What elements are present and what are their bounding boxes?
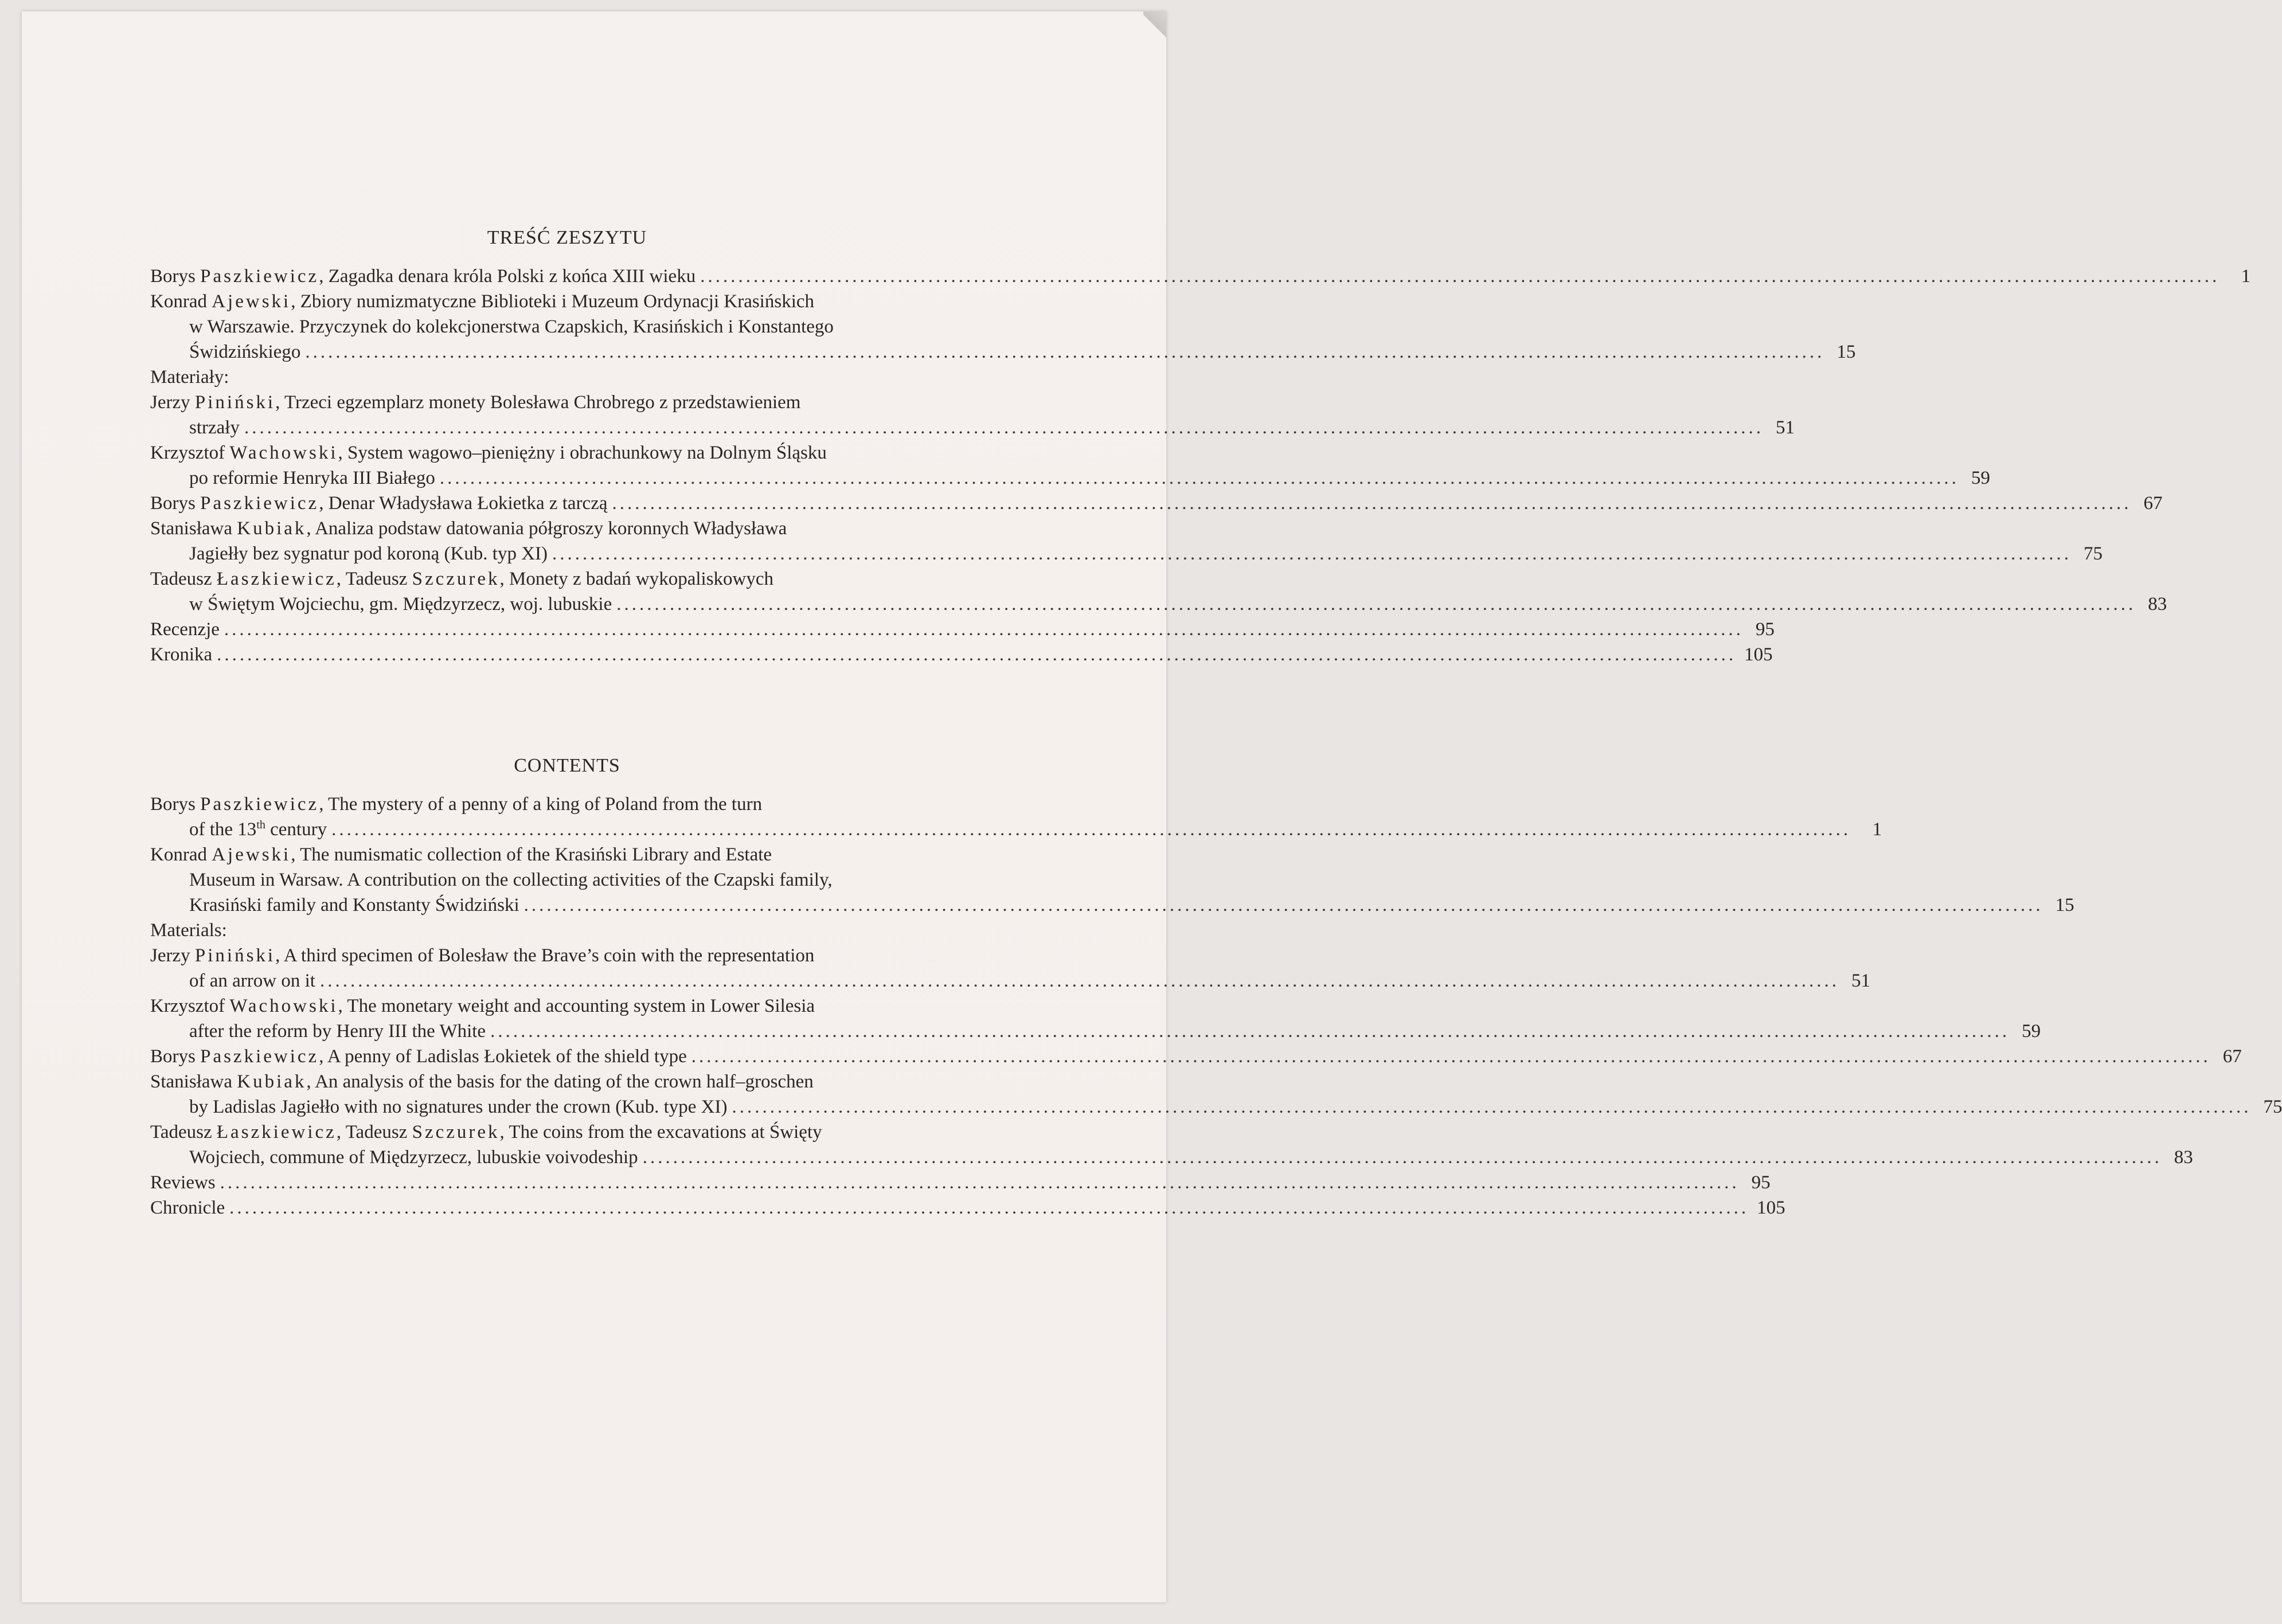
author-name: Szczurek bbox=[412, 1122, 500, 1142]
toc-entry-continuation: Jagiełły bez sygnatur pod koroną (Kub. typ XI) ........................................................................................................................................................................................................ 75 bbox=[150, 541, 984, 566]
toc-english-heading: CONTENTS bbox=[514, 755, 620, 776]
author-name: Kubiak bbox=[237, 1071, 307, 1092]
author-name: Piniński bbox=[194, 945, 276, 966]
page-number: 83 bbox=[2174, 1147, 2193, 1168]
page-number: 75 bbox=[2263, 1097, 2282, 1117]
toc-entry: Jerzy Piniński, Trzeci egzemplarz monety Bolesława Chrobrego z przedstawieniem bbox=[150, 392, 801, 413]
leader-dots: ........................................................................................................................................................................................................ bbox=[305, 342, 1825, 362]
toc-entry-continuation: Krasiński family and Konstanty Świdziński ........................................................................................................................................................................................................ 15 bbox=[150, 893, 984, 918]
page-number: 51 bbox=[1775, 417, 1795, 438]
toc-entry: Krzysztof Wachowski, System wagowo–pieniężny i obrachunkowy na Dolnym Śląsku bbox=[150, 443, 827, 463]
toc-entry-continuation: after the reform by Henry III the White ........................................................................................................................................................................................................ 59 bbox=[150, 1019, 984, 1044]
page-number: 15 bbox=[2055, 895, 2074, 915]
page-number: 95 bbox=[1751, 1172, 1771, 1193]
page-number: 59 bbox=[1971, 468, 1990, 488]
toc-entry: Jerzy Piniński, A third specimen of Bolesław the Brave’s coin with the representation bbox=[150, 945, 815, 966]
toc-entry-continuation: w Świętym Wojciechu, gm. Międzyrzecz, woj. lubuskie ........................................................................................................................................................................................................ 83 bbox=[150, 592, 984, 617]
toc-entry: Tadeusz Łaszkiewicz, Tadeusz Szczurek, Monety z badań wykopaliskowych bbox=[150, 569, 774, 589]
toc-entry-continuation: strzały ........................................................................................................................................................................................................ 51 bbox=[150, 415, 984, 440]
section-label: Materials: bbox=[150, 920, 227, 941]
leader-dots: ........................................................................................................................................................................................................ bbox=[523, 895, 2043, 915]
leader-dots: ........................................................................................................................................................................................................ bbox=[490, 1021, 2010, 1042]
corner-fold bbox=[1143, 11, 1166, 40]
toc-entry-continuation: po reformie Henryka III Białego ........................................................................................................................................................................................................ 59 bbox=[150, 465, 984, 491]
toc-entry-continuation: of an arrow on it ........................................................................................................................................................................................................ 51 bbox=[150, 968, 984, 993]
author-name: Wachowski bbox=[229, 996, 338, 1016]
toc-entry: Konrad Ajewski, Zbiory numizmatyczne Biblioteki i Muzeum Ordynacji Krasińskich bbox=[150, 291, 815, 312]
author-name: Kubiak bbox=[237, 518, 307, 539]
toc-entry-continuation: Museum in Warsaw. A contribution on the collecting activities of the Czapski family, bbox=[189, 870, 833, 890]
toc-entry: Recenzje ........................................................................................................................................................................................................ 95 bbox=[150, 617, 984, 642]
leader-dots: ........................................................................................................................................................................................................ bbox=[439, 468, 1959, 488]
toc-entry-continuation: Świdzińskiego ........................................................................................................................................................................................................ 15 bbox=[150, 339, 984, 365]
page-number: 105 bbox=[1744, 644, 1773, 665]
author-name: Piniński bbox=[194, 392, 276, 413]
toc-polish bbox=[150, 225, 2251, 667]
toc-entry: Chronicle ........................................................................................................................................................................................................ 105 bbox=[150, 1195, 984, 1220]
toc-entry: Borys Paszkiewicz, A penny of Ladislas Łokietek of the shield type ........................................................................................................................................................................................................ 67 bbox=[150, 1044, 984, 1069]
leader-dots: ........................................................................................................................................................................................................ bbox=[224, 619, 1744, 640]
toc-english bbox=[150, 753, 2282, 1220]
toc-entry: Borys Paszkiewicz, Zagadka denara króla Polski z końca XIII wieku ........................................................................................................................................................................................................ 1 bbox=[150, 264, 984, 289]
author-name: Ajewski bbox=[212, 844, 291, 865]
author-name: Łaszkiewicz bbox=[216, 1122, 337, 1142]
page-number: 75 bbox=[2084, 543, 2103, 564]
leader-dots: ........................................................................................................................................................................................................ bbox=[612, 493, 2132, 514]
leader-dots: ........................................................................................................................................................................................................ bbox=[319, 971, 1839, 991]
leader-dots: ........................................................................................................................................................................................................ bbox=[331, 819, 1851, 840]
author-name: Paszkiewicz bbox=[200, 493, 319, 514]
toc-entry: Stanisława Kubiak, Analiza podstaw datowania półgroszy koronnych Władysława bbox=[150, 518, 787, 539]
author-name: Ajewski bbox=[212, 291, 291, 312]
leader-dots: ........................................................................................................................................................................................................ bbox=[217, 644, 1737, 665]
toc-entry: Borys Paszkiewicz, Denar Władysława Łokietka z tarczą ........................................................................................................................................................................................................ 67 bbox=[150, 491, 984, 516]
leader-dots: ........................................................................................................................................................................................................ bbox=[616, 594, 2136, 615]
author-name: Wachowski bbox=[229, 443, 338, 463]
leader-dots: ........................................................................................................................................................................................................ bbox=[220, 1172, 1740, 1193]
leader-dots: ........................................................................................................................................................................................................ bbox=[552, 543, 2072, 564]
author-name: Paszkiewicz bbox=[200, 794, 319, 815]
author-name: Łaszkiewicz bbox=[216, 569, 337, 589]
author-name: Paszkiewicz bbox=[200, 1046, 319, 1067]
page-number: 83 bbox=[2148, 594, 2167, 615]
leader-dots: ........................................................................................................................................................................................................ bbox=[700, 266, 2220, 287]
author-name: Szczurek bbox=[412, 569, 500, 589]
toc-entry: Kronika ........................................................................................................................................................................................................ 105 bbox=[150, 642, 984, 667]
toc-entry: Tadeusz Łaszkiewicz, Tadeusz Szczurek, The coins from the excavations at Święty bbox=[150, 1122, 822, 1142]
page-number: 105 bbox=[1757, 1198, 1785, 1218]
leader-dots: ........................................................................................................................................................................................................ bbox=[732, 1097, 2252, 1117]
toc-entry-continuation: of the 13th century ........................................................................................................................................................................................................ 1 bbox=[150, 817, 984, 842]
page-number: 67 bbox=[2143, 493, 2163, 514]
leader-dots: ........................................................................................................................................................................................................ bbox=[642, 1147, 2162, 1168]
author-name: Paszkiewicz bbox=[200, 266, 319, 287]
page-number: 1 bbox=[1872, 819, 1882, 840]
toc-entry: Konrad Ajewski, The numismatic collection of the Krasiński Library and Estate bbox=[150, 844, 772, 865]
page-number: 15 bbox=[1836, 342, 1856, 362]
toc-entry: Krzysztof Wachowski, The monetary weight and accounting system in Lower Silesia bbox=[150, 996, 815, 1016]
leader-dots: ........................................................................................................................................................................................................ bbox=[691, 1046, 2211, 1067]
toc-entry: Reviews ........................................................................................................................................................................................................ 95 bbox=[150, 1170, 984, 1195]
leader-dots: ........................................................................................................................................................................................................ bbox=[244, 417, 1764, 438]
toc-polish-heading: TREŚĆ ZESZYTU bbox=[487, 227, 647, 248]
page-number: 67 bbox=[2222, 1046, 2242, 1067]
toc-entry: Stanisława Kubiak, An analysis of the basis for the dating of the crown half–groschen bbox=[150, 1071, 814, 1092]
section-label: Materiały: bbox=[150, 367, 229, 388]
leader-dots: ........................................................................................................................................................................................................ bbox=[229, 1198, 1749, 1218]
toc-entry: Borys Paszkiewicz, The mystery of a penny of a king of Poland from the turn bbox=[150, 794, 763, 815]
toc-entry-continuation: w Warszawie. Przyczynek do kolekcjonerstwa Czapskich, Krasińskich i Konstantego bbox=[189, 316, 834, 337]
page-number: 59 bbox=[2022, 1021, 2041, 1042]
page-number: 51 bbox=[1851, 971, 1870, 991]
page-number: 95 bbox=[1755, 619, 1775, 640]
page-number: 1 bbox=[2241, 266, 2251, 287]
toc-entry-continuation: Wojciech, commune of Międzyrzecz, lubuskie voivodeship ........................................................................................................................................................................................................ 83 bbox=[150, 1145, 984, 1170]
toc-entry-continuation: by Ladislas Jagiełło with no signatures under the crown (Kub. type XI) ........................................................................................................................................................................................................ 75 bbox=[150, 1094, 984, 1120]
